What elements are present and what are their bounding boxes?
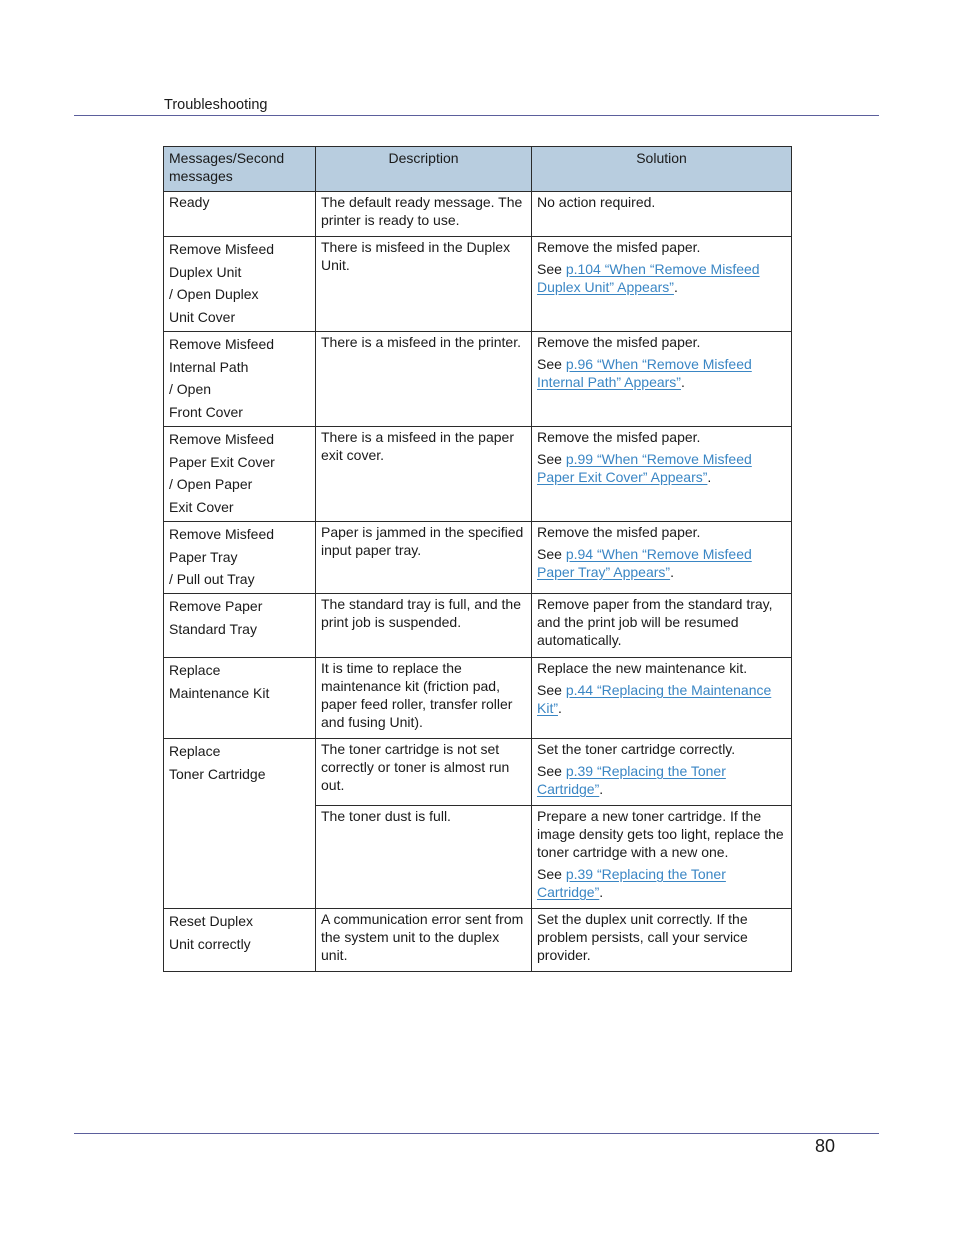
see-reference (537, 260, 786, 296)
message-line: Unit Cover (169, 308, 236, 325)
solution-text: Set the duplex unit correctly. If the problem persists, call your service provider. (537, 911, 748, 963)
table-row (164, 594, 792, 658)
see-suffix: . (558, 700, 562, 716)
table-row (164, 237, 792, 332)
message-line: Duplex Unit (169, 263, 242, 280)
table-row (164, 909, 792, 972)
table-row (164, 332, 792, 427)
solution-cell (532, 658, 792, 739)
reference-link-internal-path[interactable]: p.96 “When “Remove Misfeed Internal Path” Appears” (537, 356, 752, 390)
footer-rule (74, 1133, 879, 1134)
table-row (164, 739, 792, 806)
see-suffix: . (599, 781, 604, 797)
description-text: The toner cartridge is not set correctly or toner is almost run out. (321, 741, 510, 793)
solution-text: Remove paper from the standard tray, and the print job will be resumed automatically. (537, 596, 773, 648)
description-text: There is a misfeed in the paper exit cover. (321, 429, 514, 463)
reference-link-duplex-unit[interactable]: p.104 “When “Remove Misfeed Duplex Unit” Appears” (537, 261, 760, 295)
description-text: There is misfeed in the Duplex Unit. (321, 239, 511, 273)
message-line: Internal Path (169, 358, 249, 375)
message-line: Front Cover (169, 403, 243, 420)
message-line: / Open Paper (169, 476, 253, 492)
solution-cell (532, 522, 792, 594)
message-line: Reset Duplex (169, 913, 254, 929)
message-line: Replace (169, 743, 221, 759)
description-cell (316, 332, 532, 427)
solution-text: Set the toner cartridge correctly. (537, 741, 736, 757)
message-line: / Open Duplex (169, 286, 259, 302)
message-line: Toner Cartridge (169, 765, 266, 782)
column-header-solution: Solution (532, 147, 792, 192)
description-cell (316, 594, 532, 658)
solution-text: No action required. (537, 194, 656, 210)
message-cell (164, 427, 316, 522)
see-reference (537, 865, 786, 901)
solution-cell (532, 332, 792, 427)
see-prefix: See (537, 356, 566, 372)
solution-cell (532, 806, 792, 909)
message-line: Ready (169, 194, 210, 210)
description-text: It is time to replace the maintenance kit (friction pad, paper feed roller, transfer roller and fusing Unit). (321, 660, 513, 730)
message-cell (164, 909, 316, 972)
description-text: The toner dust is full. (321, 808, 451, 824)
reference-link-maintenance-kit[interactable]: p.44 “Replacing the Maintenance Kit” (537, 682, 772, 716)
solution-text: Remove the misfed paper. (537, 239, 701, 255)
description-cell (316, 658, 532, 739)
solution-text: Remove the misfed paper. (537, 429, 701, 445)
see-reference (537, 681, 786, 717)
see-reference (537, 762, 786, 798)
see-reference (537, 355, 786, 391)
message-cell (164, 594, 316, 658)
troubleshooting-table (163, 146, 792, 972)
reference-link-paper-exit-cover[interactable]: p.99 “When “Remove Misfeed Paper Exit Cover” Appears” (537, 451, 752, 485)
message-cell (164, 739, 316, 909)
header-rule (74, 115, 879, 116)
description-cell (316, 806, 532, 909)
description-text: Paper is jammed in the specified input paper tray. (321, 524, 524, 558)
message-line: Remove Paper (169, 598, 263, 614)
solution-text: Prepare a new toner cartridge. If the image density gets too light, replace the toner cartridge with a new one. (537, 808, 784, 860)
see-reference (537, 545, 786, 581)
solution-cell (532, 909, 792, 972)
see-prefix: See (537, 763, 566, 779)
message-line: / Open (169, 381, 212, 397)
description-cell (316, 192, 532, 237)
see-prefix: See (537, 866, 566, 882)
reference-link-paper-tray[interactable]: p.94 “When “Remove Misfeed Paper Tray” Appears” (537, 546, 752, 580)
solution-cell (532, 739, 792, 806)
message-line: Replace (169, 662, 221, 678)
description-text: The default ready message. The printer is ready to use. (321, 194, 523, 228)
message-line: Unit correctly (169, 935, 251, 952)
solution-cell (532, 192, 792, 237)
running-header-title: Troubleshooting (164, 97, 268, 113)
see-prefix: See (537, 682, 566, 698)
message-cell (164, 332, 316, 427)
see-prefix: See (537, 261, 566, 277)
message-line: Maintenance Kit (169, 684, 270, 701)
description-cell (316, 427, 532, 522)
see-suffix: . (707, 469, 712, 485)
table-row (164, 427, 792, 522)
see-suffix: . (680, 374, 685, 390)
see-prefix: See (537, 546, 566, 562)
description-cell (316, 522, 532, 594)
message-line: Remove Misfeed (169, 241, 275, 257)
see-reference (537, 450, 786, 486)
description-cell (316, 739, 532, 806)
solution-text: Remove the misfed paper. (537, 334, 701, 350)
message-cell (164, 658, 316, 739)
see-suffix: . (673, 279, 678, 295)
solution-cell (532, 237, 792, 332)
description-text: The standard tray is full, and the print job is suspended. (321, 596, 521, 630)
message-line: / Pull out Tray (169, 571, 255, 587)
description-cell (316, 909, 532, 972)
table-row (164, 658, 792, 739)
see-suffix: . (670, 564, 674, 580)
column-header-description: Description (316, 147, 532, 192)
message-line: Remove Misfeed (169, 431, 275, 447)
message-line: Exit Cover (169, 498, 234, 515)
message-cell (164, 192, 316, 237)
description-text: There is a misfeed in the printer. (321, 334, 521, 350)
table-header-row (164, 147, 792, 192)
message-cell (164, 237, 316, 332)
message-line: Paper Exit Cover (169, 453, 275, 470)
reference-link-toner-cartridge[interactable]: p.39 “Replacing the Toner Cartridge” (537, 763, 726, 797)
message-line: Standard Tray (169, 620, 257, 637)
message-cell (164, 522, 316, 594)
see-suffix: . (599, 884, 604, 900)
reference-link-toner-cartridge[interactable]: p.39 “Replacing the Toner Cartridge” (537, 866, 726, 900)
solution-text: Remove the misfed paper. (537, 524, 701, 540)
message-line: Remove Misfeed (169, 526, 275, 542)
message-line: Paper Tray (169, 548, 238, 565)
description-text: A communication error sent from the system unit to the duplex unit. (321, 911, 524, 963)
description-cell (316, 237, 532, 332)
solution-cell (532, 427, 792, 522)
solution-text: Replace the new maintenance kit. (537, 660, 748, 676)
column-header-messages: Messages/Second messages (164, 147, 316, 192)
solution-cell (532, 594, 792, 658)
see-prefix: See (537, 451, 566, 467)
table-row (164, 522, 792, 594)
message-line: Remove Misfeed (169, 336, 275, 352)
page-number: 80 (814, 1136, 835, 1156)
table-row (164, 192, 792, 237)
